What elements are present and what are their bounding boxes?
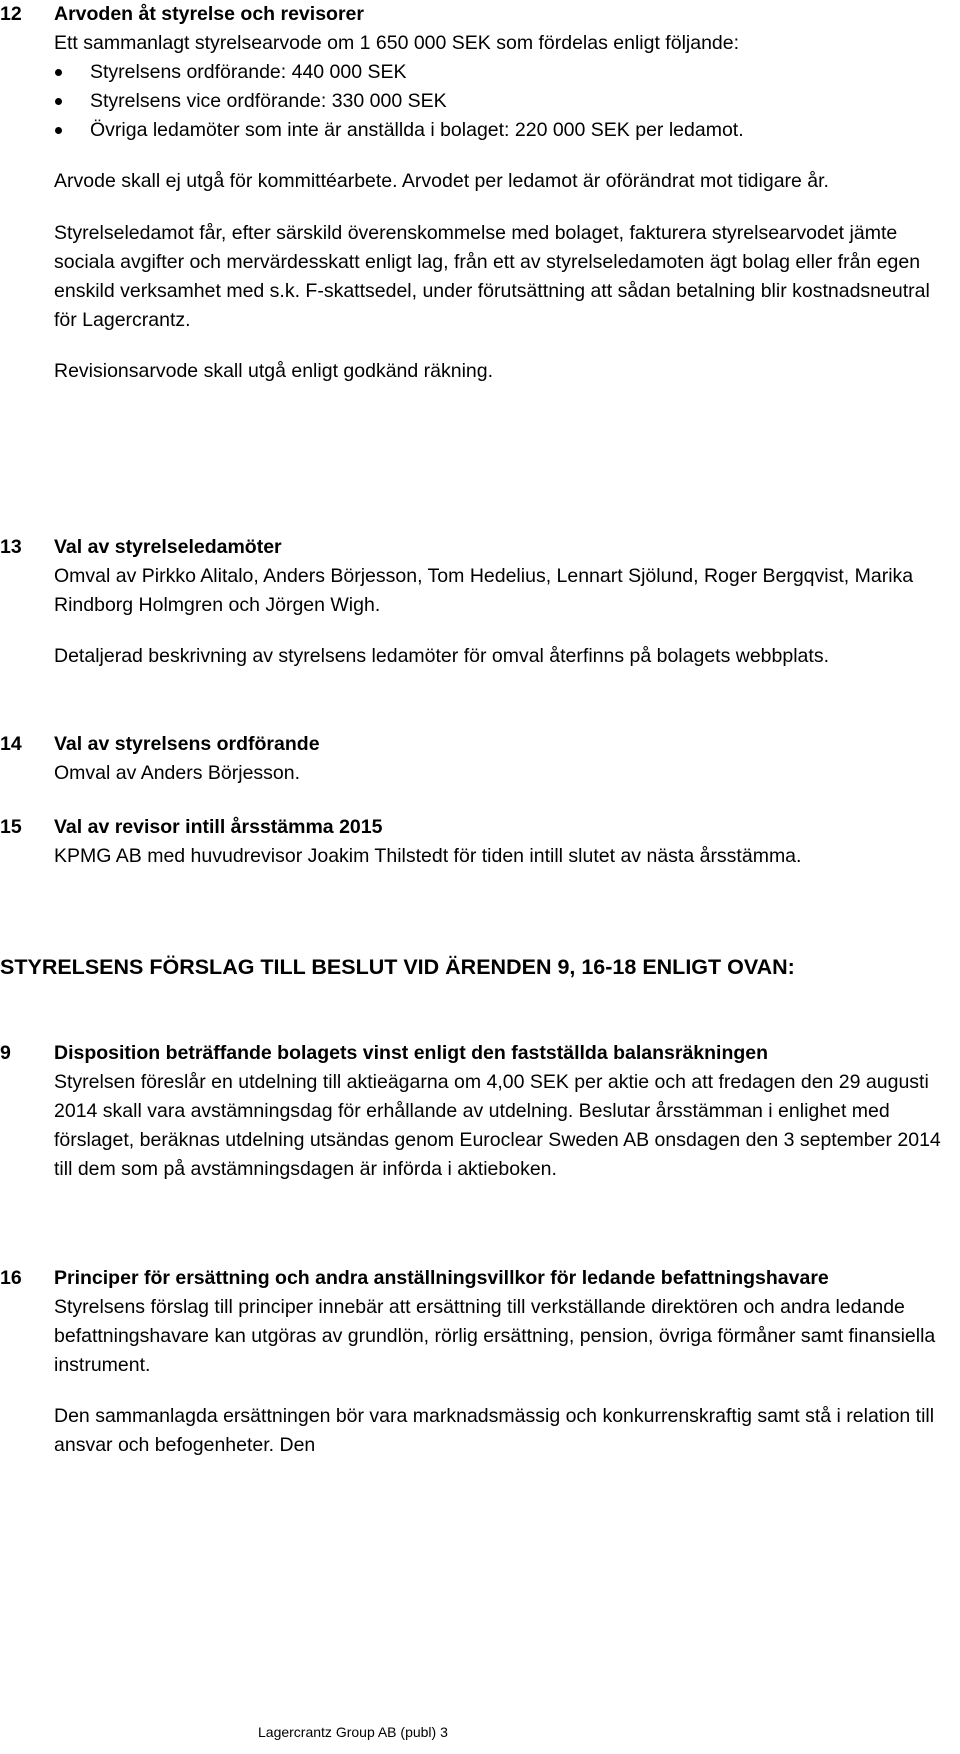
paragraph: Arvode skall ej utgå för kommittéarbete. Arvodet per ledamot är oförändrat mot tidigare år.: [54, 170, 829, 192]
section-13: [0, 533, 950, 671]
section-16: [0, 1264, 950, 1460]
section-heading: Val av revisor intill årsstämma 2015: [54, 816, 383, 838]
section-number: 14: [0, 733, 22, 755]
paragraph: Revisionsarvode skall utgå enligt godkänd räkning.: [54, 360, 494, 382]
proposals-heading: STYRELSENS FÖRSLAG TILL BESLUT VID ÄRENDEN 9, 16-18 ENLIGT OVAN:: [0, 955, 795, 979]
section-9: [0, 1039, 950, 1184]
bullet-icon: [55, 69, 62, 76]
fee-list: [54, 58, 950, 145]
section-body: [54, 562, 950, 671]
paragraph: Detaljerad beskrivning av styrelsens ledamöter för omval återfinns på bolagets webbplats.: [54, 645, 829, 667]
paragraph: Omval av Anders Börjesson.: [54, 762, 301, 784]
page-footer: Lagercrantz Group AB (publ) 3: [258, 1724, 448, 1740]
list-item: Styrelsens ordförande: 440 000 SEK: [54, 58, 950, 87]
paragraph: Styrelsen föreslår en utdelning till aktieägarna om 4,00 SEK per aktie och att fredagen den 29 augusti 2014 skall vara avstämningsdag för erhållande av utdelning. Beslutar årsstämman i enlighet med förslaget, beräknas utdelning utsändas genom Euroclear Sweden AB onsdagen den 3 september 2014 till dem som på avstämningsdagen är införda i aktieboken.: [54, 1071, 941, 1180]
list-item: Styrelsens vice ordförande: 330 000 SEK: [54, 87, 950, 116]
list-item: Övriga ledamöter som inte är anställda i bolaget: 220 000 SEK per ledamot.: [54, 116, 950, 145]
section-number: 15: [0, 816, 22, 838]
paragraph: KPMG AB med huvudrevisor Joakim Thilstedt för tiden intill slutet av nästa årsstämma.: [54, 845, 802, 867]
bullet-icon: [55, 127, 62, 134]
paragraph: Den sammanlagda ersättningen bör vara marknadsmässig och konkurrenskraftig samt stå i relation till ansvar och befogenheter. Den: [54, 1405, 935, 1456]
paragraph: Omval av Pirkko Alitalo, Anders Börjesson, Tom Hedelius, Lennart Sjölund, Roger Bergqvist, Marika Rindborg Holmgren och Jörgen Wigh.: [54, 565, 914, 616]
section-14: [0, 730, 950, 788]
section-heading: Disposition beträffande bolagets vinst enligt den fastställda balansräkningen: [54, 1042, 769, 1064]
section-heading: Principer för ersättning och andra anställningsvillkor för ledande befattningshavare: [54, 1267, 829, 1289]
section-heading: Val av styrelseledamöter: [54, 536, 282, 558]
section-number: 13: [0, 536, 22, 558]
section-heading: Arvoden åt styrelse och revisorer: [54, 3, 364, 25]
bullet-icon: [55, 98, 62, 105]
section-number: 12: [0, 3, 22, 25]
section-body: [54, 145, 950, 386]
section-body: [54, 759, 950, 788]
section-body: [54, 842, 950, 871]
section-body: [54, 1293, 950, 1460]
paragraph: Styrelseledamot får, efter särskild överenskommelse med bolaget, fakturera styrelsearvodet jämte sociala avgifter och mervärdesskatt enligt lag, från ett av styrelseledamoten ägt bolag eller från egen enskild verksamhet med s.k. F-skattsedel, under förutsättning att sådan betalning blir kostnadsneutral för Lagercrantz.: [54, 222, 930, 331]
section-12: [0, 0, 950, 386]
paragraph: Styrelsens förslag till principer innebär att ersättning till verkställande direktören och andra ledande befattningshavare kan utgöras av grundlön, rörlig ersättning, pension, övriga förmåner samt finansiella instrument.: [54, 1296, 936, 1376]
section-15: [0, 813, 950, 871]
intro-paragraph: Ett sammanlagt styrelsearvode om 1 650 000 SEK som fördelas enligt följande:: [54, 32, 740, 54]
section-number: 16: [0, 1267, 22, 1289]
section-body: [54, 1068, 950, 1184]
section-heading: Val av styrelsens ordförande: [54, 733, 320, 755]
section-body: [54, 29, 950, 58]
section-number: 9: [0, 1042, 11, 1064]
